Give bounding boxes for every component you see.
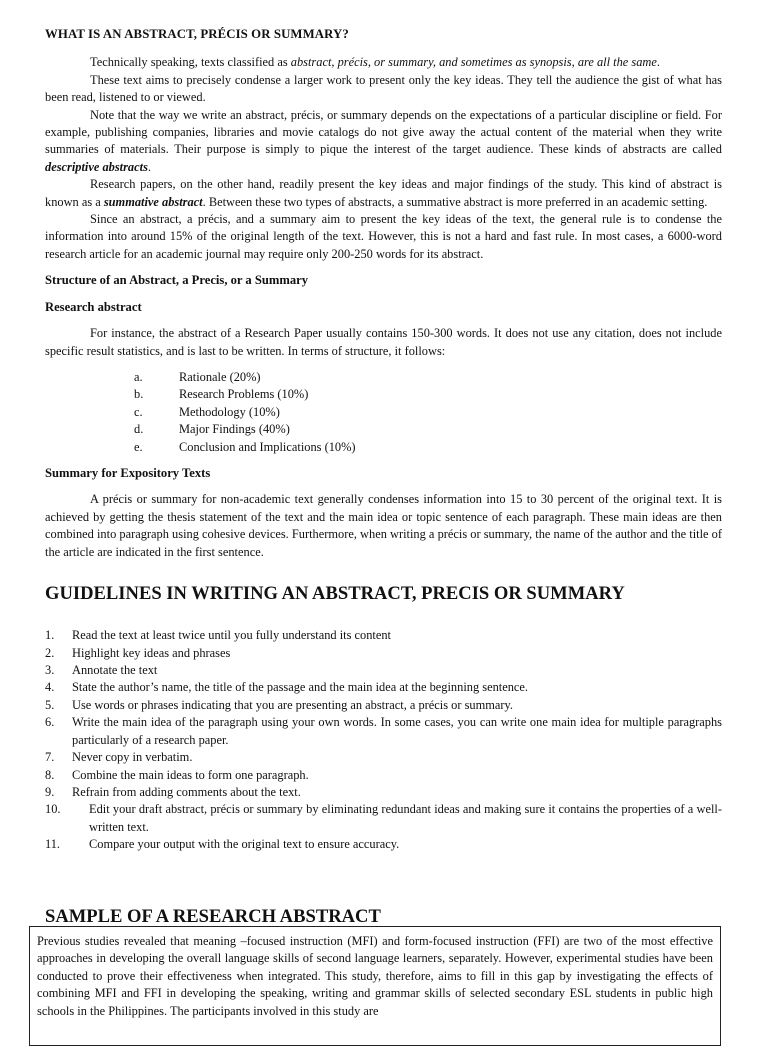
- list-item: 3. Annotate the text: [45, 663, 158, 678]
- guidelines-heading: GUIDELINES IN WRITING AN ABSTRACT, PRECIS OR SUMMARY: [45, 583, 625, 605]
- list-item: 11. Compare your output with the original text to ensure accuracy.: [45, 837, 400, 852]
- expository-text: A précis or summary for non-academic text generally condenses information into 15 to 30 percent of the original text. It is achieved by getting the thesis statement of the text and the main idea or topic sentence of each paragraph. These main ideas are then combined into paragraph using cohesive devices. Furthermore, when writing a précis or summary, the name of the author and the title of the article are indicated in the first sentence.: [45, 492, 722, 559]
- list-item: c. Methodology (10%): [134, 404, 280, 419]
- intro-paragraph-3: Note that the way we write an abstract, précis, or summary depends on the expectations of a particular discipline or field. For example, publishing companies, libraries and movie catalogs do not give away the actual content of the material when they write summaries of materials. Their purpose is simply to pique the interest of the target audience. These kinds of abstracts are called descriptive abstracts.: [45, 107, 722, 174]
- list-item: a. Rationale (20%): [134, 369, 261, 384]
- list-item: 8. Combine the main ideas to form one paragraph.: [45, 767, 309, 782]
- sample-abstract-text: Previous studies revealed that meaning –focused instruction (MFI) and form-focused instruction (FFI) are two of the most effective approaches in developing the overall language skills of second language learners, separately. However, experimental studies have been conducted to prove their effectiveness when integrated. This study, therefore, aims to fill in this gap by investigating the effects of combining MFI and FFI in developing the speaking, writing and grammar skills of selected secondary ESL students in public high schools in the Philippines. The participants involved in this study are: [37, 934, 713, 1018]
- expository-heading: Summary for Expository Texts: [45, 465, 211, 480]
- list-item: 10. Edit your draft abstract, précis or summary by eliminating redundant ideas and making sure it contains the properties of a well-written text.: [45, 802, 722, 834]
- structure-heading: Structure of an Abstract, a Precis, or a Summary: [45, 273, 309, 288]
- sample-heading: SAMPLE OF A RESEARCH ABSTRACT: [45, 906, 381, 928]
- list-item: 9. Refrain from adding comments about the text.: [45, 784, 301, 799]
- list-item: b. Research Problems (10%): [134, 387, 309, 402]
- list-item: 7. Never copy in verbatim.: [45, 750, 193, 765]
- research-abstract-heading: Research abstract: [45, 299, 142, 314]
- page-title: WHAT IS AN ABSTRACT, PRÉCIS OR SUMMARY?: [45, 27, 349, 41]
- intro-paragraph-5: Since an abstract, a précis, and a summary aim to present the key ideas of the text, the general rule is to condense the information into around 15% of the original length of the text. However, this is not a hard and fast rule. In most cases, a 6000-word research article for an academic journal may require only 200-250 words for its abstract.: [45, 212, 722, 261]
- research-abstract-text: For instance, the abstract of a Research Paper usually contains 150-300 words. It does not use any citation, does not include specific result statistics, and is last to be written. In terms of structure, it follows:: [45, 326, 722, 358]
- list-item: d. Major Findings (40%): [134, 422, 290, 437]
- list-item: 5. Use words or phrases indicating that you are presenting an abstract, a précis or summary.: [45, 697, 513, 712]
- list-item: 6. Write the main idea of the paragraph using your own words. In some cases, you can write one main idea for multiple paragraphs particularly of a research paper.: [45, 715, 722, 747]
- guidelines-list: [45, 627, 722, 853]
- list-item: 1. Read the text at least twice until you fully understand its content: [45, 628, 391, 643]
- list-item: e. Conclusion and Implications (10%): [134, 439, 356, 454]
- intro-paragraph-1: Technically speaking, texts classified as abstract, précis, or summary, and sometimes as synopsis, are all the same.: [90, 55, 660, 70]
- document-body: [45, 26, 722, 854]
- list-item: 2. Highlight key ideas and phrases: [45, 645, 231, 660]
- sample-abstract-box: [29, 926, 721, 1046]
- research-parts-list: [45, 369, 722, 456]
- intro-paragraph-2: These text aims to precisely condense a larger work to present only the key ideas. They tell the audience the gist of what has been read, listened to or viewed.: [45, 72, 722, 105]
- intro-paragraph-4: Research papers, on the other hand, readily present the key ideas and major findings of the study. This kind of abstract is known as a summative abstract. Between these two types of abstracts, a summative abstract is more preferred in an academic setting.: [45, 177, 722, 209]
- list-item: 4. State the author’s name, the title of the passage and the main idea at the beginning sentence.: [45, 680, 529, 695]
